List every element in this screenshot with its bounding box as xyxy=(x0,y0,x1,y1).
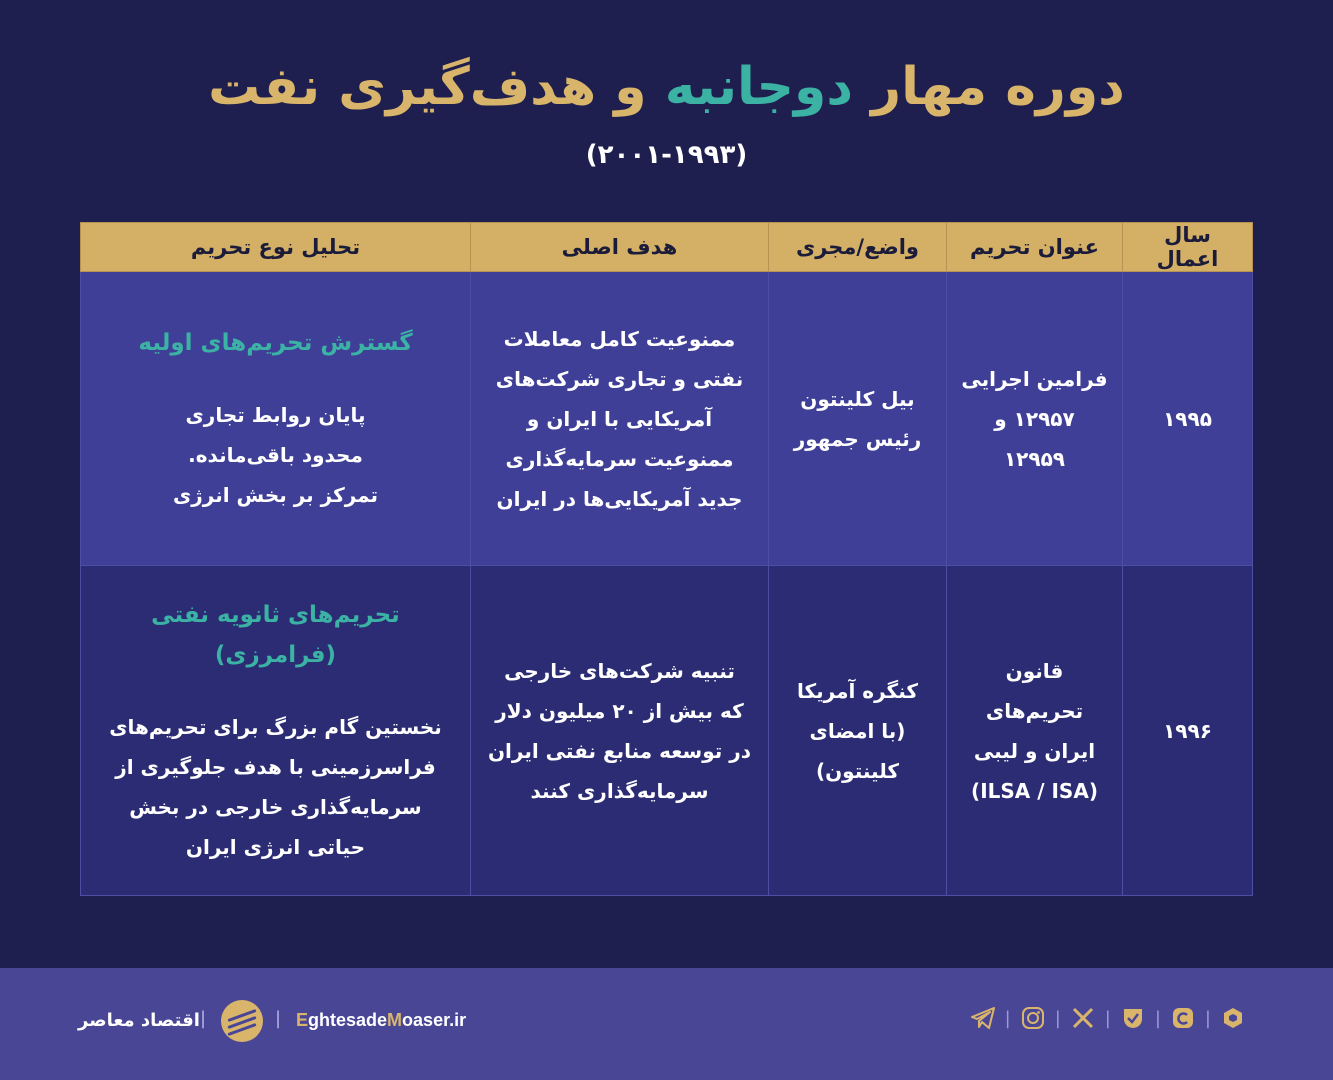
sanctions-table xyxy=(80,222,1253,896)
cell-sanction-title: فرامین اجرایی ۱۲۹۵۷ و ۱۲۹۵۹ xyxy=(947,272,1123,566)
cell-sanction-title: قانون تحریم‌های ایران و لیبی (ILSA / ISA) xyxy=(947,566,1123,896)
table-row xyxy=(81,566,1253,896)
cell-main-goal: تنبیه شرکت‌های خارجی که بیش از ۲۰ میلیون دلار در توسعه منابع نفتی ایران سرمایه‌گذاری کنند xyxy=(471,566,769,896)
website-link[interactable]: EghtesadeMoaser.ir xyxy=(296,1010,467,1030)
telegram-icon[interactable] xyxy=(969,1004,997,1032)
cell-analysis xyxy=(81,272,471,566)
footer-bar xyxy=(0,968,1333,1080)
brand-logo-icon xyxy=(221,1000,263,1042)
header-main-goal: هدف اصلی xyxy=(471,223,769,272)
bale-icon[interactable] xyxy=(1119,1004,1147,1032)
page-subtitle: (۲۰۰۱-۱۹۹۳) xyxy=(585,140,748,170)
page-title xyxy=(0,52,1333,122)
analysis-body: نخستین گام بزرگ برای تحریم‌های فراسرزمینی با هدف جلوگیری از سرمایه‌گذاری خارجی در بخش حیاتی انرژی ایران xyxy=(109,714,442,859)
title-part-1: دوره مهار xyxy=(853,57,1125,117)
title-part-2: دوجانبه xyxy=(664,57,854,117)
footer-separator: | xyxy=(275,1008,282,1029)
hexagon-icon[interactable] xyxy=(1219,1004,1247,1032)
header-sanction-title: عنوان تحریم xyxy=(947,223,1123,272)
analysis-title: تحریم‌های ثانویه نفتی (فرامرزی) xyxy=(151,601,400,668)
analysis-body: پایان روابط تجاری محدود باقی‌مانده. تمرکز بر بخش انرژی xyxy=(172,402,379,507)
header-enforcer: واضع/مجری xyxy=(769,223,947,272)
social-icons: | | | | | xyxy=(969,1004,1247,1032)
brand-name: اقتصاد معاصر xyxy=(78,1010,200,1031)
cell-enforcer: بیل کلینتون رئیس جمهور xyxy=(769,272,947,566)
cell-main-goal: ممنوعیت کامل معاملات نفتی و تجاری شرکت‌های آمریکایی با ایران و ممنوعیت سرمایه‌گذاری جدید آمریکایی‌ها در ایران xyxy=(471,272,769,566)
cell-analysis xyxy=(81,566,471,896)
eitaa-icon[interactable] xyxy=(1169,1004,1197,1032)
x-icon[interactable] xyxy=(1069,1004,1097,1032)
table-row xyxy=(81,272,1253,566)
cell-year: ۱۹۹۵ xyxy=(1123,272,1253,566)
table-header-row xyxy=(81,223,1253,272)
instagram-icon[interactable] xyxy=(1019,1004,1047,1032)
header-analysis: تحلیل نوع تحریم xyxy=(81,223,471,272)
footer-separator: | xyxy=(200,1008,207,1029)
analysis-title: گسترش تحریم‌های اولیه xyxy=(138,329,413,356)
header-year: سال اعمال xyxy=(1123,223,1253,272)
cell-year: ۱۹۹۶ xyxy=(1123,566,1253,896)
cell-enforcer: کنگره آمریکا (با امضای کلینتون) xyxy=(769,566,947,896)
title-part-3: و هدف‌گیری نفت xyxy=(208,57,665,117)
